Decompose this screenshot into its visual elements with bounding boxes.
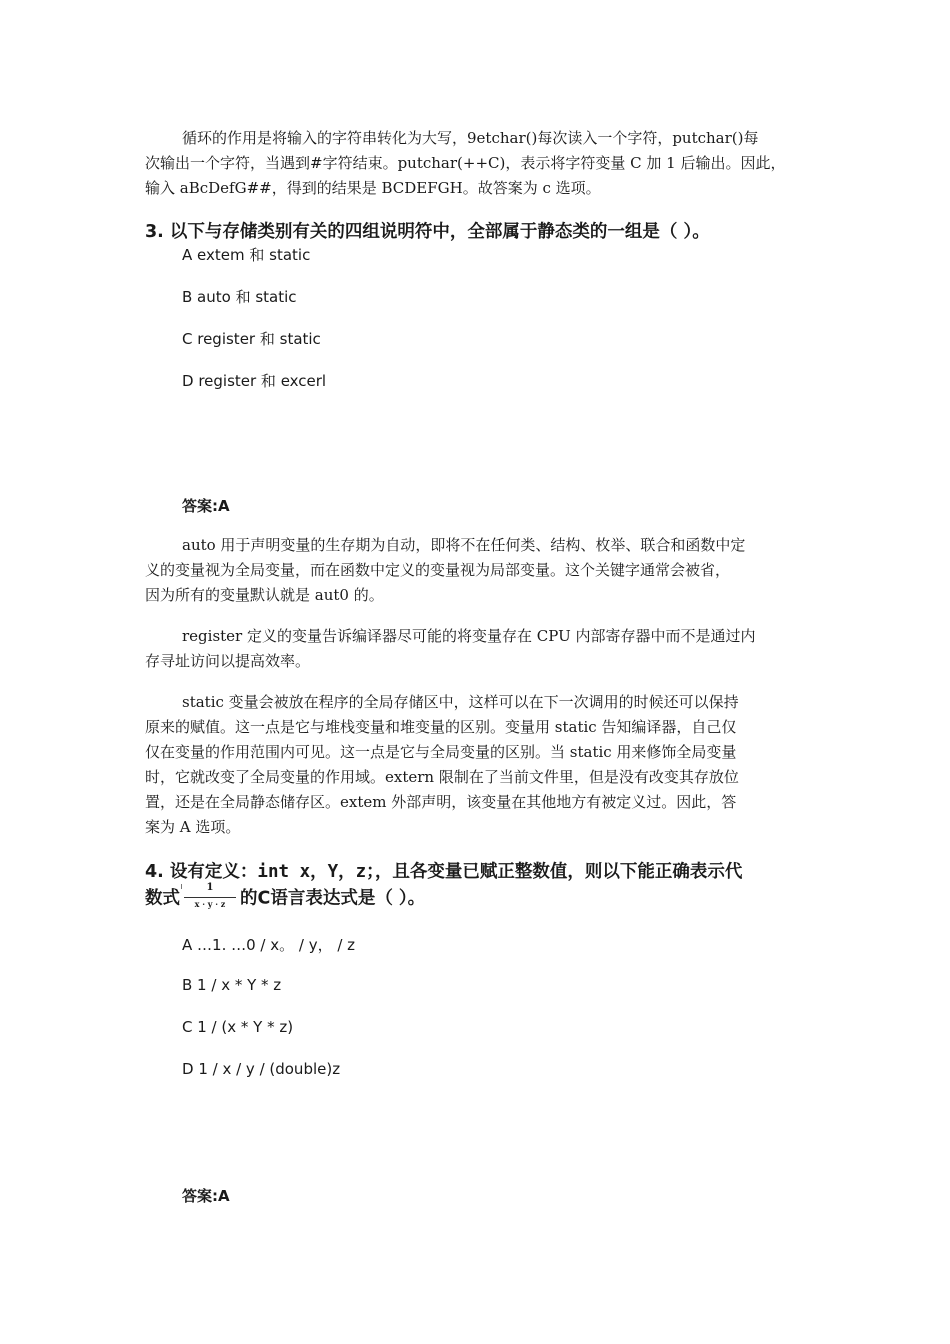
intro-line-3: 输入 aBcDefG##，得到的结果是 BCDEFGH。故答案为 c 选项。 [145, 179, 601, 197]
intro-line-1: 循环的作用是将输入的字符串转化为大写，9etchar()每次读入一个字符，putchar()每 [182, 129, 759, 147]
q3-explanation-static [145, 690, 817, 840]
q3-exp3-line-6: 案为 A 选项。 [145, 818, 241, 836]
q4-option-d: D 1 / x / y / (double)z [182, 1060, 341, 1078]
q4-title-line2-prefix: 数式 [145, 888, 180, 909]
q4-code-definition: int x，Y，z； [257, 862, 375, 882]
q3-option-a: A extem 和 static [182, 246, 311, 264]
q4-option-c: C 1 / (x * Y * z) [182, 1018, 294, 1036]
q3-exp3-line-4: 时，它就改变了全局变量的作用域。extern 限制在了当前文件里，但是没有改变其存放位 [145, 768, 739, 786]
q4-answer: 答案:A [182, 1187, 230, 1205]
q3-exp2-line-2: 存寻址访问以提高效率。 [145, 652, 311, 670]
q4-option-b: B 1 / x * Y * z [182, 976, 282, 994]
q3-answer: 答案:A [182, 497, 230, 515]
q3-exp2-line-1: register 定义的变量告诉编译器尽可能的将变量存在 CPU 内部寄存器中而不是通过内 [182, 627, 756, 645]
q3-option-c: C register 和 static [182, 330, 321, 348]
question-4-title-line-1 [145, 858, 825, 883]
q3-explanation-auto [145, 533, 817, 608]
intro-paragraph [145, 126, 817, 201]
q3-option-b: B auto 和 static [182, 288, 297, 306]
q3-exp3-line-3: 仅在变量的作用范围内可见。这一点是它与全局变量的区别。当 static 用来修饰全局变量 [145, 743, 737, 761]
q3-exp3-line-1: static 变量会被放在程序的全局存储区中，这样可以在下一次调用的时候还可以保持 [182, 693, 739, 711]
intro-line-2: 次输出一个字符，当遇到#字符结束。putchar(++C)，表示将字符变量 C 加 1 后输出。因此， [145, 154, 786, 172]
question-4-title-line-2 [145, 882, 825, 912]
q3-exp3-line-5: 置，还是在全局静态储存区。extem 外部声明，该变量在其他地方有被定义过。因此，答 [145, 793, 737, 811]
question-3-title: 3. 以下与存储类别有关的四组说明符中，全部属于静态类的一组是（ ）。 [145, 222, 710, 242]
q3-exp1-line-1: auto 用于声明变量的生存期为自动，即将不在任何类、结构、枚举、联合和函数中定 [182, 536, 746, 554]
fraction-denominator: x · y · z [194, 899, 226, 909]
q3-exp1-line-2: 义的变量视为全局变量，而在函数中定义的变量视为局部变量。这个关键字通常会被省， [145, 561, 731, 579]
fraction-bar [184, 897, 236, 898]
q3-option-d: D register 和 excerl [182, 372, 327, 390]
q3-explanation-register [145, 624, 817, 674]
algebraic-fraction-image [182, 882, 238, 912]
q3-exp1-line-3: 因为所有的变量默认就是 aut0 的。 [145, 586, 384, 604]
q4-title-prefix: 4. 设有定义： [145, 862, 258, 882]
fraction-numerator: 1 [206, 882, 214, 893]
q4-title-line2-suffix: 的C语言表达式是（ ）。 [240, 888, 426, 909]
q4-title-suffix: ，且各变量已赋正整数值，则以下能正确表示代 [374, 862, 743, 882]
q3-exp3-line-2: 原来的赋值。这一点是它与堆栈变量和堆变量的区别。变量用 static 告知编译器，自己仅 [145, 718, 737, 736]
q4-option-a: A …1. …0 / x。 / y， / z [182, 936, 356, 954]
